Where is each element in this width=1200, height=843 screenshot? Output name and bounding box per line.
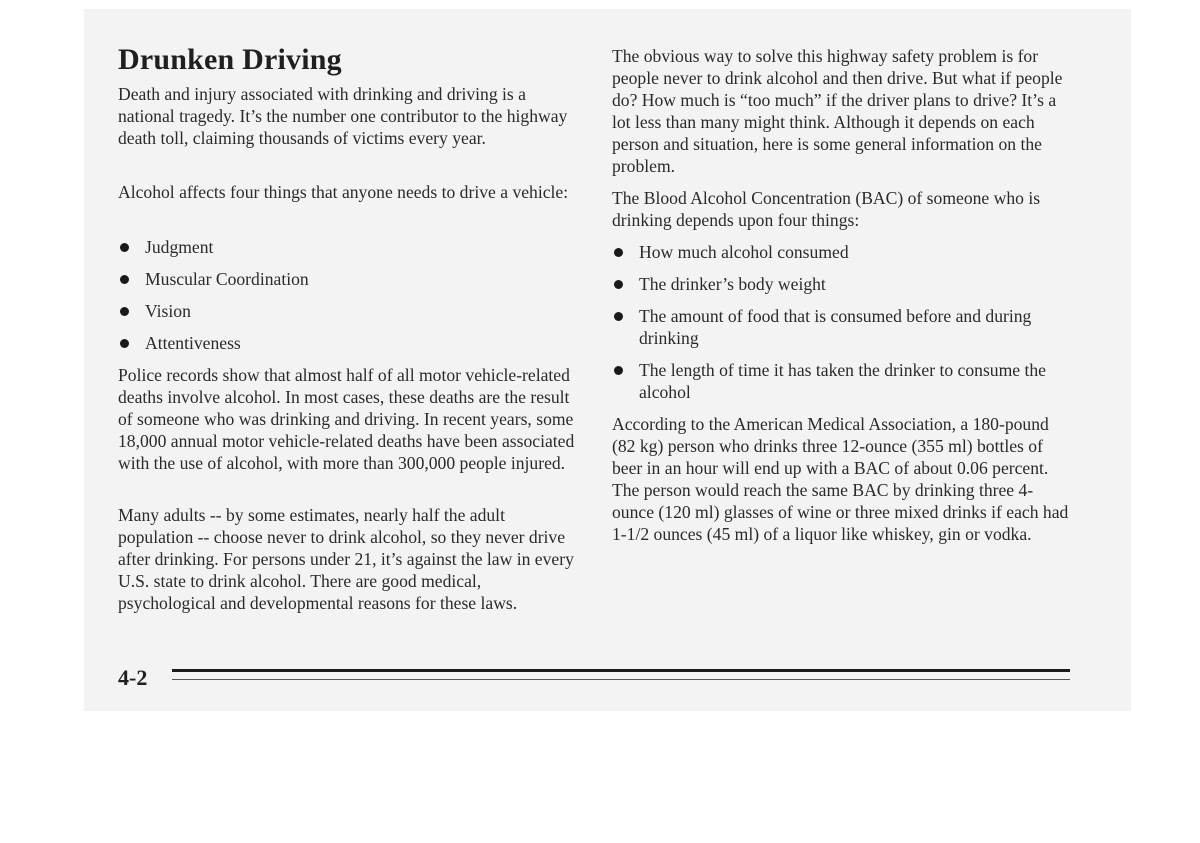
bullet-icon bbox=[120, 307, 129, 316]
bullet-icon bbox=[120, 275, 129, 284]
list-item bbox=[612, 273, 1074, 295]
bullet-icon bbox=[614, 248, 623, 257]
paragraph-ama: According to the American Medical Association, a 180-pound (82 kg) person who drinks three 12-ounce (355 ml) bottles of beer in an hour will end up with a BAC of about 0.06 percent. The person would reach the same BAC by drinking three 4-ounce (120 ml) glasses of wine or three mixed drinks if each had 1-1/2 ounces (45 ml) of a liquor like whiskey, gin or vodka. bbox=[612, 414, 1069, 544]
paragraph-obvious-way: The obvious way to solve this highway safety problem is for people never to drink alcohol and then drive. But what if people do? How much is “too much” if the driver plans to drive? It’s a lot less than many might think. Although it depends on each person and situation, here is some general information on the problem. bbox=[612, 46, 1063, 176]
footer-rule-thin bbox=[172, 679, 1070, 680]
paragraph-police-records: Police records show that almost half of all motor vehicle-related deaths involve alcohol. In most cases, these deaths are the result of someone who was drinking and driving. In recent years, some 18,000 annual motor vehicle-related deaths have been associated with the use of alcohol, with more than 300,000 people injured. bbox=[118, 365, 575, 473]
paragraph-bac: The Blood Alcohol Concentration (BAC) of someone who is drinking depends upon four things: bbox=[612, 188, 1041, 230]
list-item-text: Muscular Coordination bbox=[145, 269, 309, 289]
affects-list bbox=[118, 236, 309, 354]
section-title: Drunken Driving bbox=[118, 43, 342, 76]
bullet-icon bbox=[614, 280, 623, 289]
list-item bbox=[118, 332, 309, 354]
paragraph-intro: Death and injury associated with drinking and driving is a national tragedy. It’s the number one contributor to the highway death toll, claiming thousands of victims every year. bbox=[118, 84, 568, 148]
list-item bbox=[118, 300, 309, 322]
list-item-text: Judgment bbox=[145, 237, 214, 257]
bullet-icon bbox=[120, 339, 129, 348]
list-item-text: The length of time it has taken the drinker to consume the alcohol bbox=[639, 360, 1046, 402]
bullet-icon bbox=[120, 243, 129, 252]
manual-page bbox=[84, 9, 1131, 711]
bullet-icon bbox=[614, 312, 623, 321]
bullet-icon bbox=[614, 366, 623, 375]
list-item-text: The amount of food that is consumed before and during drinking bbox=[639, 306, 1032, 348]
bac-factors-list bbox=[612, 241, 1074, 403]
list-item bbox=[612, 305, 1074, 349]
list-item bbox=[118, 268, 309, 290]
list-item bbox=[612, 241, 1074, 263]
list-item-text: Vision bbox=[145, 301, 191, 321]
list-item bbox=[118, 236, 309, 258]
list-item bbox=[612, 359, 1074, 403]
paragraph-many-adults: Many adults -- by some estimates, nearly half the adult population -- choose never to drink alcohol, so they never drive after drinking. For persons under 21, it’s against the law in every U.S. state to drink alcohol. There are good medical, psychological and developmental reasons for these laws. bbox=[118, 505, 574, 613]
page-number: 4-2 bbox=[118, 665, 148, 690]
footer-rule-thick bbox=[172, 669, 1070, 672]
list-item-text: The drinker’s body weight bbox=[639, 274, 826, 294]
list-item-text: How much alcohol consumed bbox=[639, 242, 849, 262]
list-item-text: Attentiveness bbox=[145, 333, 241, 353]
paragraph-alcohol-affects: Alcohol affects four things that anyone needs to drive a vehicle: bbox=[118, 182, 569, 202]
